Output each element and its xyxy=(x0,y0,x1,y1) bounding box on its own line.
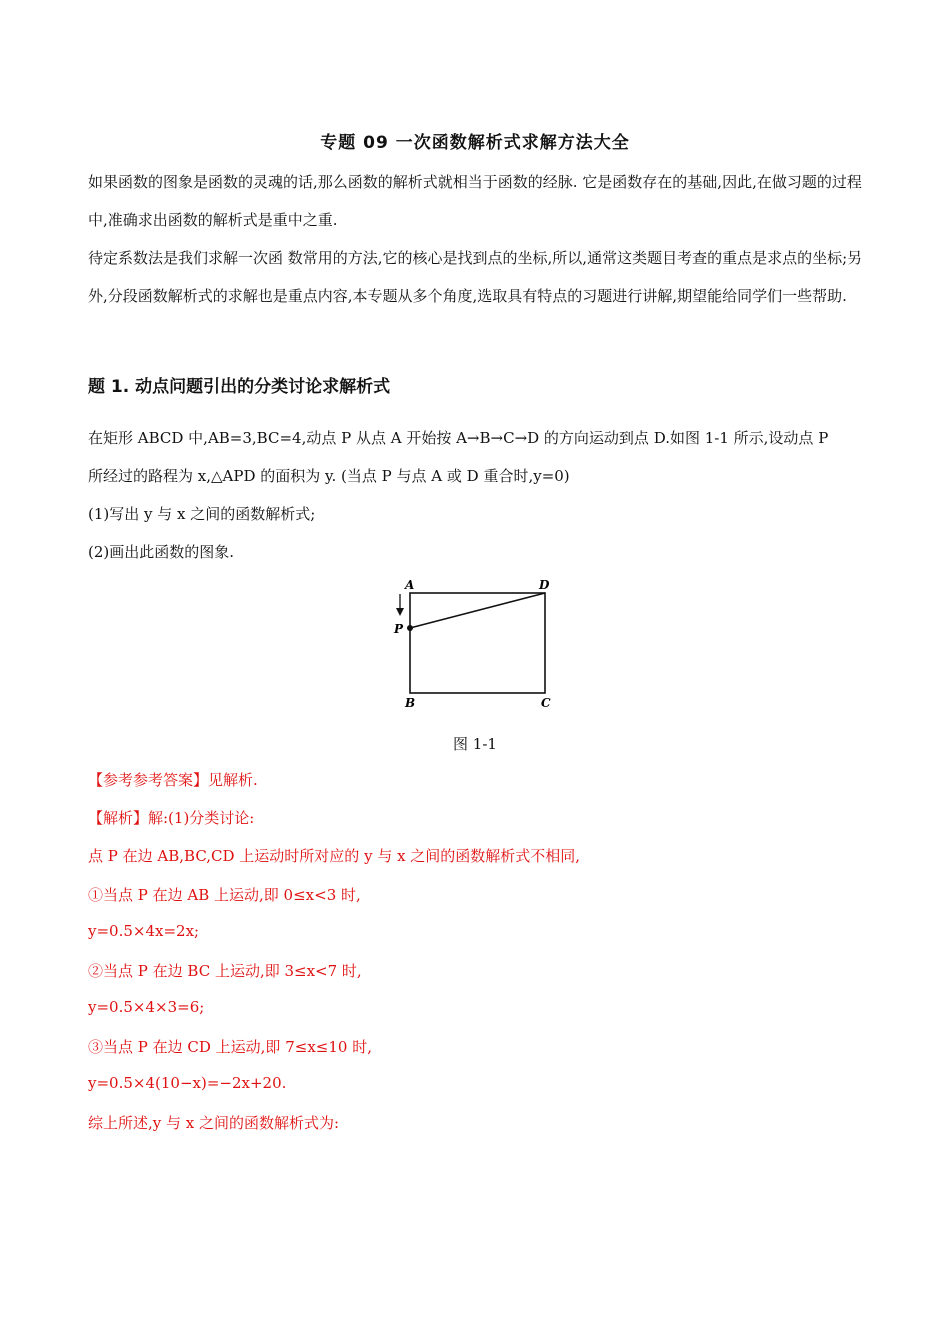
case-3: ③当点 P 在边 CD 上运动,即 7≤x≤10 时, xyxy=(88,1038,372,1056)
point-p xyxy=(407,625,413,631)
document-title: 专题 09 一次函数解析式求解方法大全 xyxy=(320,133,630,153)
label-b: B xyxy=(405,696,416,710)
answer-line: 【参考参考答案】见解析. xyxy=(88,771,258,789)
figure-caption: 图 1-1 xyxy=(453,735,497,753)
equation-2: y=0.5×4×3=6; xyxy=(88,998,205,1016)
case-1: ①当点 P 在边 AB 上运动,即 0≤x<3 时, xyxy=(88,886,361,904)
label-d: D xyxy=(539,578,550,592)
down-arrow-icon xyxy=(396,608,404,616)
problem-heading: 题 1. 动点问题引出的分类讨论求解析式 xyxy=(88,377,391,397)
analysis-line: 【解析】解:(1)分类讨论: xyxy=(88,809,255,827)
segment-pd xyxy=(410,593,545,628)
equation-1: y=0.5×4x=2x; xyxy=(88,922,200,940)
intro-paragraph-1: 如果函数的图象是函数的灵魂的话,那么函数的解析式就相当于函数的经脉. 它是函数存在的基础,因此,在做习题的过程中,准确求出函数的解析式是重中之重. xyxy=(88,173,862,229)
question-2: (2)画出此函数的图象. xyxy=(88,543,235,561)
question-1: (1)写出 y 与 x 之间的函数解析式; xyxy=(88,505,316,523)
intro-paragraph-2: 待定系数法是我们求解一次函 数常用的方法,它的核心是找到点的坐标,所以,通常这类题目考查的重点是求点的坐标;另外,分段函数解析式的求解也是重点内容,本专题从多个角度,选取具有特点的习题进行讲解,期望能给同学们一些帮助. xyxy=(88,249,863,305)
label-c: C xyxy=(541,696,551,710)
label-p: P xyxy=(394,622,404,636)
problem-statement-line-2: 所经过的路程为 x,△APD 的面积为 y. (当点 P 与点 A 或 D 重合时,y=0) xyxy=(88,467,570,485)
case-2: ②当点 P 在边 BC 上运动,即 3≤x<7 时, xyxy=(88,962,362,980)
rectangle-figure xyxy=(388,574,568,714)
problem-statement-line-1: 在矩形 ABCD 中,AB=3,BC=4,动点 P 从点 A 开始按 A→B→C→D 的方向运动到点 D.如图 1-1 所示,设动点 P xyxy=(88,429,829,447)
summary-line: 综上所述,y 与 x 之间的函数解析式为: xyxy=(88,1114,340,1132)
rectangle-abcd xyxy=(410,593,545,693)
solution-line-1: 点 P 在边 AB,BC,CD 上运动时所对应的 y 与 x 之间的函数解析式不相同, xyxy=(88,847,581,865)
label-a: A xyxy=(405,578,415,592)
equation-3: y=0.5×4(10−x)=−2x+20. xyxy=(88,1074,287,1092)
